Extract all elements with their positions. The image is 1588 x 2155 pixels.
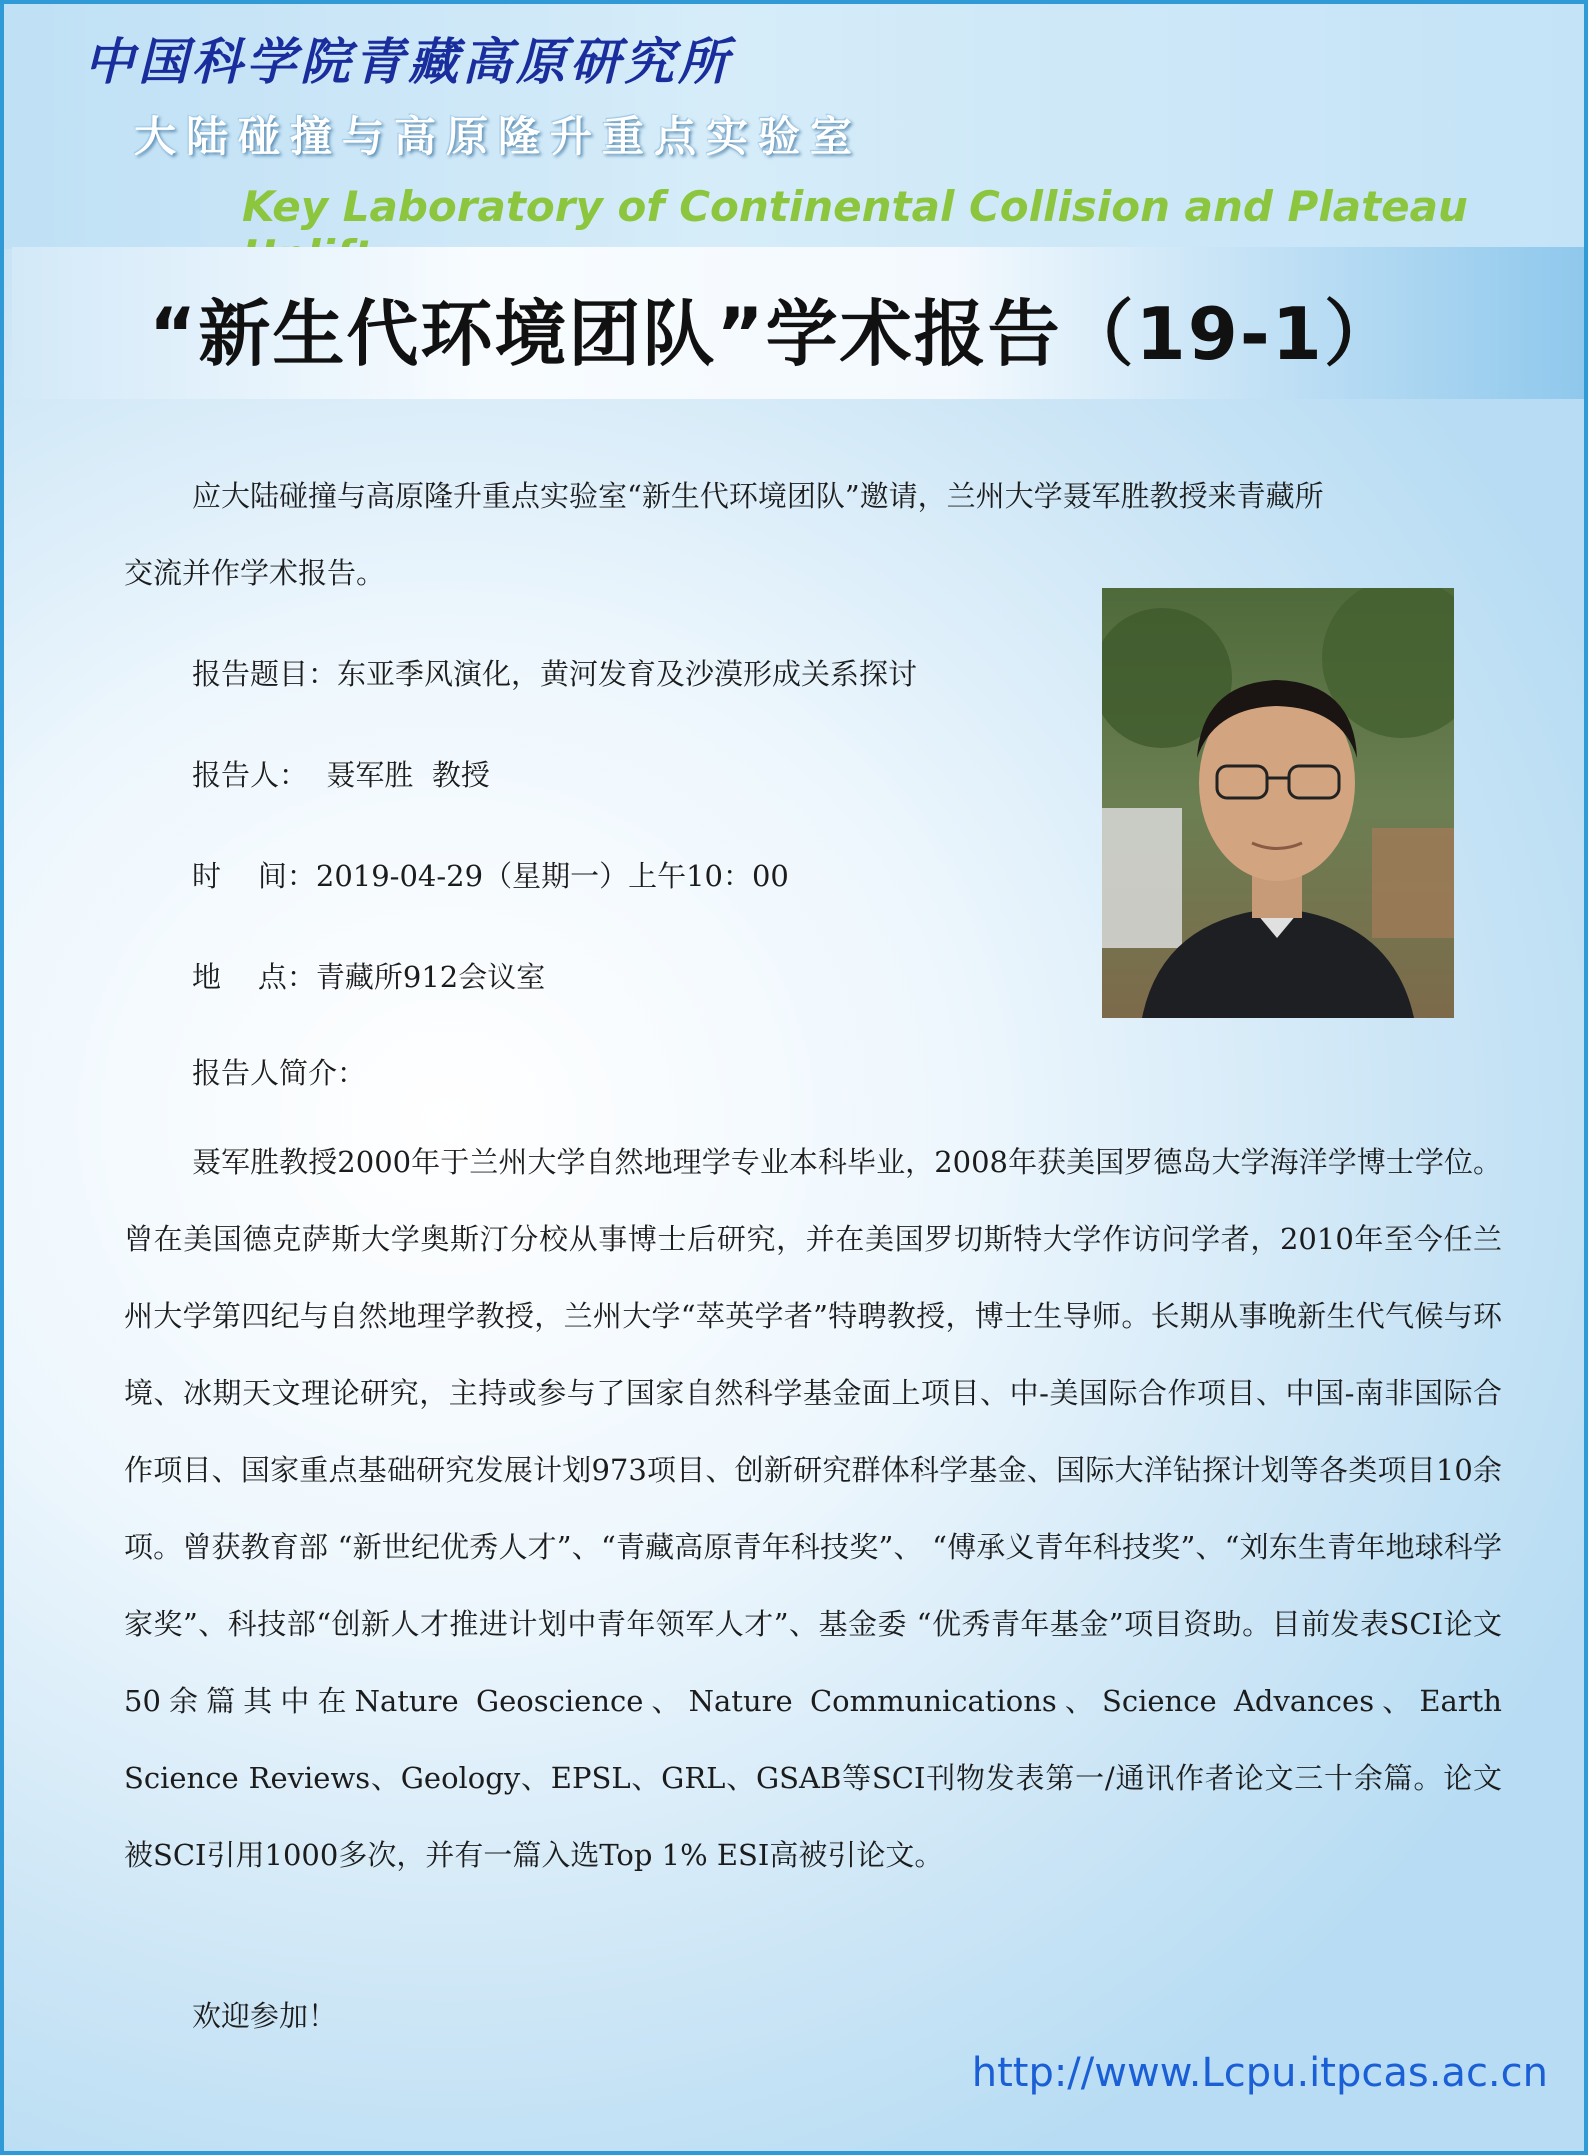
report-title: “新生代环境团队”学术报告（19-1）	[149, 292, 1398, 376]
intro-line-1: 应大陆碰撞与高原隆升重点实验室“新生代环境团队”邀请，兰州大学聂军胜教授来青藏所	[192, 479, 1324, 513]
lab-name-en: Key Laboratory of Continental Collision and Plateau	[242, 182, 1468, 231]
speaker-bio: 聂军胜教授2000年于兰州大学自然地理学专业本科毕业，2008年获美国罗德岛大学海洋学博士学位。曾在美国德克萨斯大学奥斯汀分校从事博士后研究，并在美国罗切斯特大学作访问学者，2010年至今任兰州大学第四纪与自然地理学教授，兰州大学“萃英学者”特聘教授，博士生导师。长期从事晚新生代气候与环境、冰期天文理论研究，主持或参与了国家自然科学基金面上项目、中-美国际合作项目、中国-南非国际合作项目、国家重点基础研究发展计划973项目、创新研究群体科学基金、国际大洋钻探计划等各类项目10余项。曾获教育部 “新世纪优秀人才”、“青藏高原青年科技奖”、 “傅承义青年科技奖”、“刘东生青年地球科学家奖”、科技部“创新人才推进计划中青年领军人才”、基金委 “优秀青年基金”项目资助。目前发表SCI论文50余篇其中在Nature Geoscience、Nature Communications、Science Advances、Earth Science Reviews、Geology、EPSL、GRL、GSAB等SCI刊物发表第一/通讯作者论文三十余篇。论文被SCI引用1000多次，并有一篇入选Top 1% ESI高被引论文。	[124, 1145, 1502, 1872]
speaker-photo-illustration	[1102, 588, 1454, 1018]
report-place: 地 点：青藏所912会议室	[192, 960, 546, 994]
report-speaker: 报告人： 聂军胜 教授	[192, 758, 490, 792]
report-time: 时 间：2019-04-29（星期一）上午10：00	[192, 859, 789, 893]
intro-line-2: 交流并作学术报告。	[124, 556, 386, 590]
institute-name: 中国科学院青藏高原研究所	[84, 32, 732, 91]
website-url[interactable]: http://www.Lcpu.itpcas.ac.cn	[971, 2050, 1548, 2096]
report-topic: 报告题目：东亚季风演化，黄河发育及沙漠形成关系探讨	[192, 657, 918, 691]
closing-text: 欢迎参加！	[192, 1999, 338, 2033]
bio-heading: 报告人简介：	[192, 1056, 367, 1090]
lab-name-cn: 大陆碰撞与高原隆升重点实验室	[134, 112, 863, 161]
speaker-photo	[1102, 588, 1454, 1018]
